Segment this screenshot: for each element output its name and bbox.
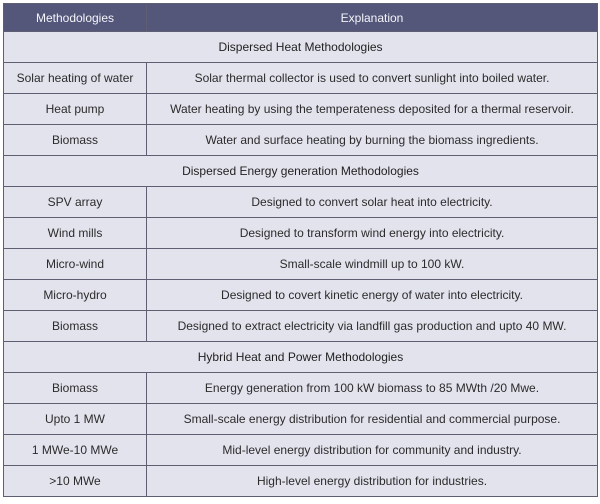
table-row	[4, 187, 598, 218]
table-container	[3, 3, 598, 497]
table-header-row	[4, 4, 598, 32]
table-row	[4, 63, 598, 94]
methodology-cell: Upto 1 MW	[4, 404, 147, 435]
explanation-cell: Designed to transform wind energy into electricity.	[147, 218, 598, 249]
methodology-cell: Biomass	[4, 125, 147, 156]
methodology-cell: Micro-wind	[4, 249, 147, 280]
table-row	[4, 435, 598, 466]
column-header-methodologies: Methodologies	[4, 4, 147, 32]
table-row	[4, 218, 598, 249]
table-row	[4, 404, 598, 435]
methodology-cell: Wind mills	[4, 218, 147, 249]
explanation-cell: Designed to extract electricity via landfill gas production and upto 40 MW.	[147, 311, 598, 342]
section-row	[4, 342, 598, 373]
section-row	[4, 156, 598, 187]
table-row	[4, 466, 598, 497]
explanation-cell: Solar thermal collector is used to convert sunlight into boiled water.	[147, 63, 598, 94]
section-title: Dispersed Energy generation Methodologies	[4, 156, 598, 187]
table-row	[4, 280, 598, 311]
methodology-cell: Micro-hydro	[4, 280, 147, 311]
explanation-cell: Mid-level energy distribution for community and industry.	[147, 435, 598, 466]
methodology-cell: Solar heating of water	[4, 63, 147, 94]
section-title: Dispersed Heat Methodologies	[4, 32, 598, 63]
explanation-cell: Small-scale energy distribution for residential and commercial purpose.	[147, 404, 598, 435]
column-header-explanation: Explanation	[147, 4, 598, 32]
table-row	[4, 373, 598, 404]
methodology-cell: >10 MWe	[4, 466, 147, 497]
methodology-cell: SPV array	[4, 187, 147, 218]
explanation-cell: Designed to convert solar heat into electricity.	[147, 187, 598, 218]
table-row	[4, 249, 598, 280]
methodology-cell: Heat pump	[4, 94, 147, 125]
table-row	[4, 94, 598, 125]
explanation-cell: Energy generation from 100 kW biomass to 85 MWth /20 Mwe.	[147, 373, 598, 404]
explanation-cell: Small-scale windmill up to 100 kW.	[147, 249, 598, 280]
explanation-cell: Designed to covert kinetic energy of water into electricity.	[147, 280, 598, 311]
section-title: Hybrid Heat and Power Methodologies	[4, 342, 598, 373]
table-row	[4, 311, 598, 342]
table-row	[4, 125, 598, 156]
methodology-cell: 1 MWe-10 MWe	[4, 435, 147, 466]
section-row	[4, 32, 598, 63]
methodologies-table	[3, 3, 598, 497]
methodology-cell: Biomass	[4, 373, 147, 404]
explanation-cell: Water heating by using the temperateness deposited for a thermal reservoir.	[147, 94, 598, 125]
methodology-cell: Biomass	[4, 311, 147, 342]
explanation-cell: High-level energy distribution for industries.	[147, 466, 598, 497]
explanation-cell: Water and surface heating by burning the biomass ingredients.	[147, 125, 598, 156]
